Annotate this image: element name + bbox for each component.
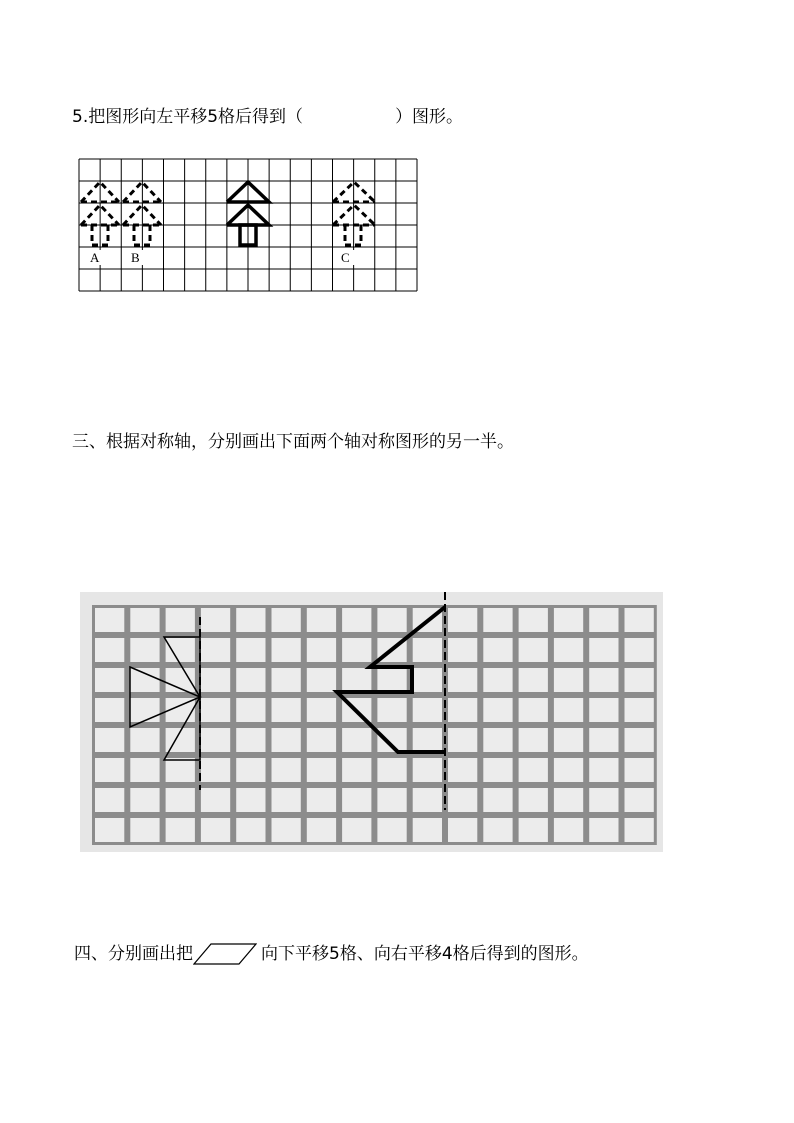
grid-cell (483, 818, 512, 842)
grid-cell (377, 758, 406, 782)
grid-cell (272, 608, 301, 632)
grid-cell (413, 638, 442, 662)
grid-cell (166, 608, 195, 632)
grid-cell (95, 788, 124, 812)
grid-cell (342, 788, 371, 812)
grid-cell (413, 818, 442, 842)
grid-cell (483, 668, 512, 692)
grid-cell (589, 788, 618, 812)
grid-cell (519, 608, 548, 632)
grid-cell (272, 818, 301, 842)
grid-cell (589, 638, 618, 662)
grid-cell (519, 758, 548, 782)
grid-cell (413, 728, 442, 752)
grid-cell (342, 608, 371, 632)
tree-translation-grid (70, 150, 430, 300)
grid-cell (272, 758, 301, 782)
grid-cell (236, 608, 265, 632)
grid-cell (307, 698, 336, 722)
grid-cell (307, 668, 336, 692)
grid-cell (377, 818, 406, 842)
grid-cell (342, 638, 371, 662)
grid-cell (554, 788, 583, 812)
grid-cell (272, 728, 301, 752)
grid-cell (272, 638, 301, 662)
question-5-text (72, 109, 463, 126)
grid-cell (236, 788, 265, 812)
grid-cell (448, 788, 477, 812)
grid-cell (342, 818, 371, 842)
grid-cell (589, 608, 618, 632)
grid-cell (95, 818, 124, 842)
grid-cell (166, 758, 195, 782)
grid-cell (589, 668, 618, 692)
grid-cell (625, 608, 654, 632)
grid-cell (625, 788, 654, 812)
grid-cell (166, 638, 195, 662)
symmetry-grid (80, 592, 664, 854)
grid-cell (448, 668, 477, 692)
grid-cell (483, 758, 512, 782)
grid-cell (236, 668, 265, 692)
grid-cell (554, 758, 583, 782)
grid-cell (377, 788, 406, 812)
grid-cell (625, 758, 654, 782)
grid-cell (413, 758, 442, 782)
grid-cell (201, 818, 230, 842)
grid-cell (130, 818, 159, 842)
grid-cell (483, 788, 512, 812)
question-text-before: 把图形向左平移5格后得到（ (88, 107, 304, 127)
section-4-text-before: 四、分别画出把 (74, 944, 193, 964)
grid-cell (377, 608, 406, 632)
grid-cell (201, 608, 230, 632)
grid-cell (413, 668, 442, 692)
grid-cell (130, 698, 159, 722)
grid-cell (130, 668, 159, 692)
grid-cell (342, 758, 371, 782)
grid-cell (625, 638, 654, 662)
grid-cell (448, 608, 477, 632)
grid-cell (519, 728, 548, 752)
grid-cell (519, 668, 548, 692)
grid-cell (589, 698, 618, 722)
grid-cell (272, 788, 301, 812)
grid-cell (625, 668, 654, 692)
grid-cell (483, 608, 512, 632)
grid-cell (95, 608, 124, 632)
grid-cell (201, 788, 230, 812)
grid-cell (589, 728, 618, 752)
grid-cell (95, 728, 124, 752)
grid-cell (272, 698, 301, 722)
grid-cell (201, 638, 230, 662)
label-a: A (90, 250, 100, 265)
section-4-text (74, 942, 589, 966)
grid-cell (236, 698, 265, 722)
grid-cell (589, 758, 618, 782)
section-3-title: 三、根据对称轴，分别画出下面两个轴对称图形的另一半。 (72, 432, 514, 452)
grid-cell (95, 638, 124, 662)
grid-cell (554, 608, 583, 632)
grid-cell (201, 698, 230, 722)
grid-cell (342, 668, 371, 692)
grid-cell (130, 638, 159, 662)
grid-cell (272, 668, 301, 692)
grid-cell (236, 638, 265, 662)
grid-cell (413, 788, 442, 812)
grid-cell (236, 818, 265, 842)
grid-cell (342, 728, 371, 752)
grid-cell (554, 668, 583, 692)
grid-cell (307, 608, 336, 632)
grid-cell (448, 818, 477, 842)
grid-cell (307, 818, 336, 842)
grid-cell (130, 728, 159, 752)
grid-cell (625, 698, 654, 722)
grid-cell (201, 728, 230, 752)
label-c: C (341, 250, 350, 265)
grid-cell (307, 728, 336, 752)
grid-cell (413, 698, 442, 722)
grid-cell (307, 758, 336, 782)
grid-cell (236, 758, 265, 782)
grid-cell (483, 728, 512, 752)
grid-cell (448, 758, 477, 782)
grid-cell (130, 758, 159, 782)
grid-cell (554, 698, 583, 722)
grid-cell (166, 788, 195, 812)
grid-cell (201, 758, 230, 782)
section-4-text-after: 向下平移5格、向右平移4格后得到的图形。 (261, 944, 589, 964)
grid-cell (130, 788, 159, 812)
grid-cell (519, 818, 548, 842)
grid-cell (307, 638, 336, 662)
grid-cell (554, 728, 583, 752)
grid-cell (554, 818, 583, 842)
grid-cell (448, 698, 477, 722)
grid-cell (377, 698, 406, 722)
grid-cell (625, 818, 654, 842)
grid-cell (95, 758, 124, 782)
grid-cells (92, 605, 657, 845)
grid-cell (201, 668, 230, 692)
grid-cell (554, 638, 583, 662)
grid-cell (95, 698, 124, 722)
grid-cell (377, 668, 406, 692)
grid-cell (95, 668, 124, 692)
label-b: B (131, 250, 140, 265)
grid-cell (625, 728, 654, 752)
question-number: 5. (72, 107, 89, 127)
grid-cell (519, 638, 548, 662)
grid-cell (589, 818, 618, 842)
grid-cell (483, 638, 512, 662)
grid-cell (448, 728, 477, 752)
grid-cell (448, 638, 477, 662)
grid-cell (130, 608, 159, 632)
grid-cell (166, 818, 195, 842)
grid-cell (236, 728, 265, 752)
grid-cell (307, 788, 336, 812)
grid-cell (483, 698, 512, 722)
question-text-after: ）图形。 (395, 107, 464, 127)
parallelogram-icon (193, 942, 257, 966)
grid-cell (519, 788, 548, 812)
grid-cell (519, 698, 548, 722)
